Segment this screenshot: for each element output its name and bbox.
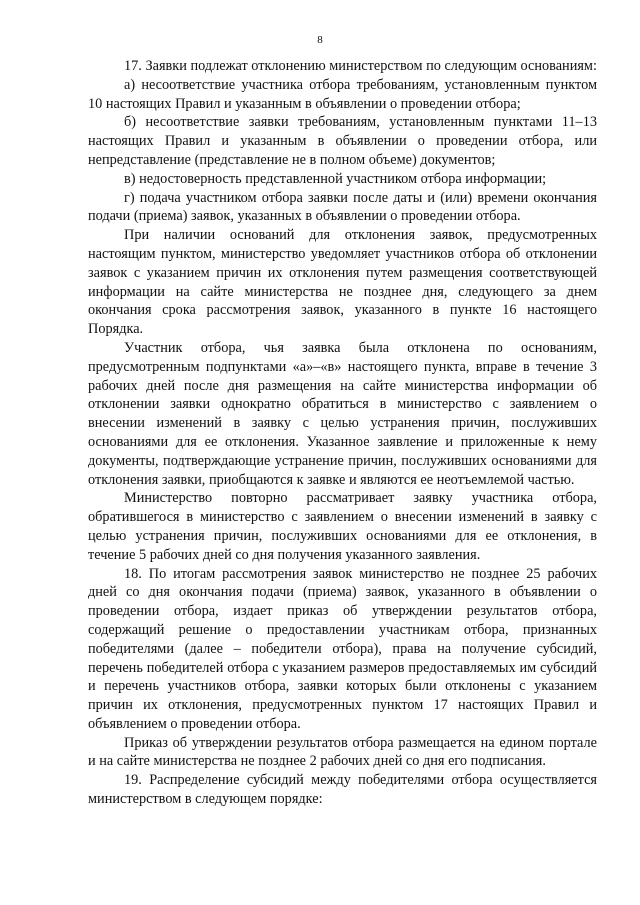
paragraph-17-a: а) несоответствие участника отбора требованиям, установленным пунктом 10 настоящих Правил и указанным в объявлении о проведении отбора; (88, 76, 597, 112)
paragraph-17-intro: 17. Заявки подлежат отклонению министерством по следующим основаниям: (124, 58, 597, 74)
paragraph-18: 18. По итогам рассмотрения заявок министерство не позднее 25 рабочих дней со дня окончания подачи (приема) заявок, указанного в объявлении о проведении отбора, издает приказ об утверждении результатов отбора, содержащий решение о предоставлении участникам отбора, признанных победителями (далее – победители отбора), права на получение субсидий, перечень победителей отбора с указанием размеров предоставляемых им субсидий и перечень участников отбора, заявки которых были отклонены с указанием причин их отклонения, предусмотренных пунктом 17 настоящих Правил и объявлением о проведении отбора. (88, 565, 597, 732)
paragraph-17-b: б) несоответствие заявки требованиям, установленным пунктами 11–13 настоящих Правил и указанным в объявлении о проведении отбора, или непредставление (представление не в полном объеме) документов; (88, 114, 597, 168)
paragraph-17-g: г) подача участником отбора заявки после даты и (или) времени окончания подачи (приема) заявок, указанных в объявлении о проведении отбора. (88, 189, 597, 225)
paragraph-19: 19. Распределение субсидий между победителями отбора осуществляется министерством в следующем порядке: (88, 772, 597, 808)
document-body (88, 57, 597, 809)
paragraph-order-publication: Приказ об утверждении результатов отбора размещается на едином портале и на сайте министерства не позднее 2 рабочих дней со дня его подписания. (88, 734, 597, 770)
paragraph-re-review: Министерство повторно рассматривает заявку участника отбора, обратившегося в министерство с заявлением о внесении изменений в заявку с целью устранения причин, послуживших основаниями для ее отклонения, в течение 5 рабочих дней со дня получения указанного заявления. (88, 490, 597, 563)
paragraph-17-v: в) недостоверность представленной участником отбора информации; (124, 170, 547, 187)
paragraph-rejection-notice: При наличии оснований для отклонения заявок, предусмотренных настоящим пунктом, министерство уведомляет участников отбора об отклонении заявок с указанием причин их отклонения путем размещения соответствующей информации на сайте министерства не позднее дня, следующего за днем окончания срока рассмотрения заявок, указанного в пункте 16 настоящего Порядка. (88, 227, 597, 338)
page-number: 8 (317, 34, 323, 46)
paragraph-resubmission: Участник отбора, чья заявка была отклонена по основаниям, предусмотренным подпунктами «а»–«в» настоящего пункта, вправе в течение 3 рабочих дней после дня размещения на сайте министерства информации об отклонении заявки однократно обратиться в министерство с заявлением о внесении изменений в заявку с целью устранения причин, послуживших основаниями для ее отклонения. Указанное заявление и приложенные к нему документы, подтверждающие устранение причин, послуживших основаниями для отклонения заявки, приобщаются к заявке и являются ее неотъемлемой частью. (88, 339, 597, 488)
